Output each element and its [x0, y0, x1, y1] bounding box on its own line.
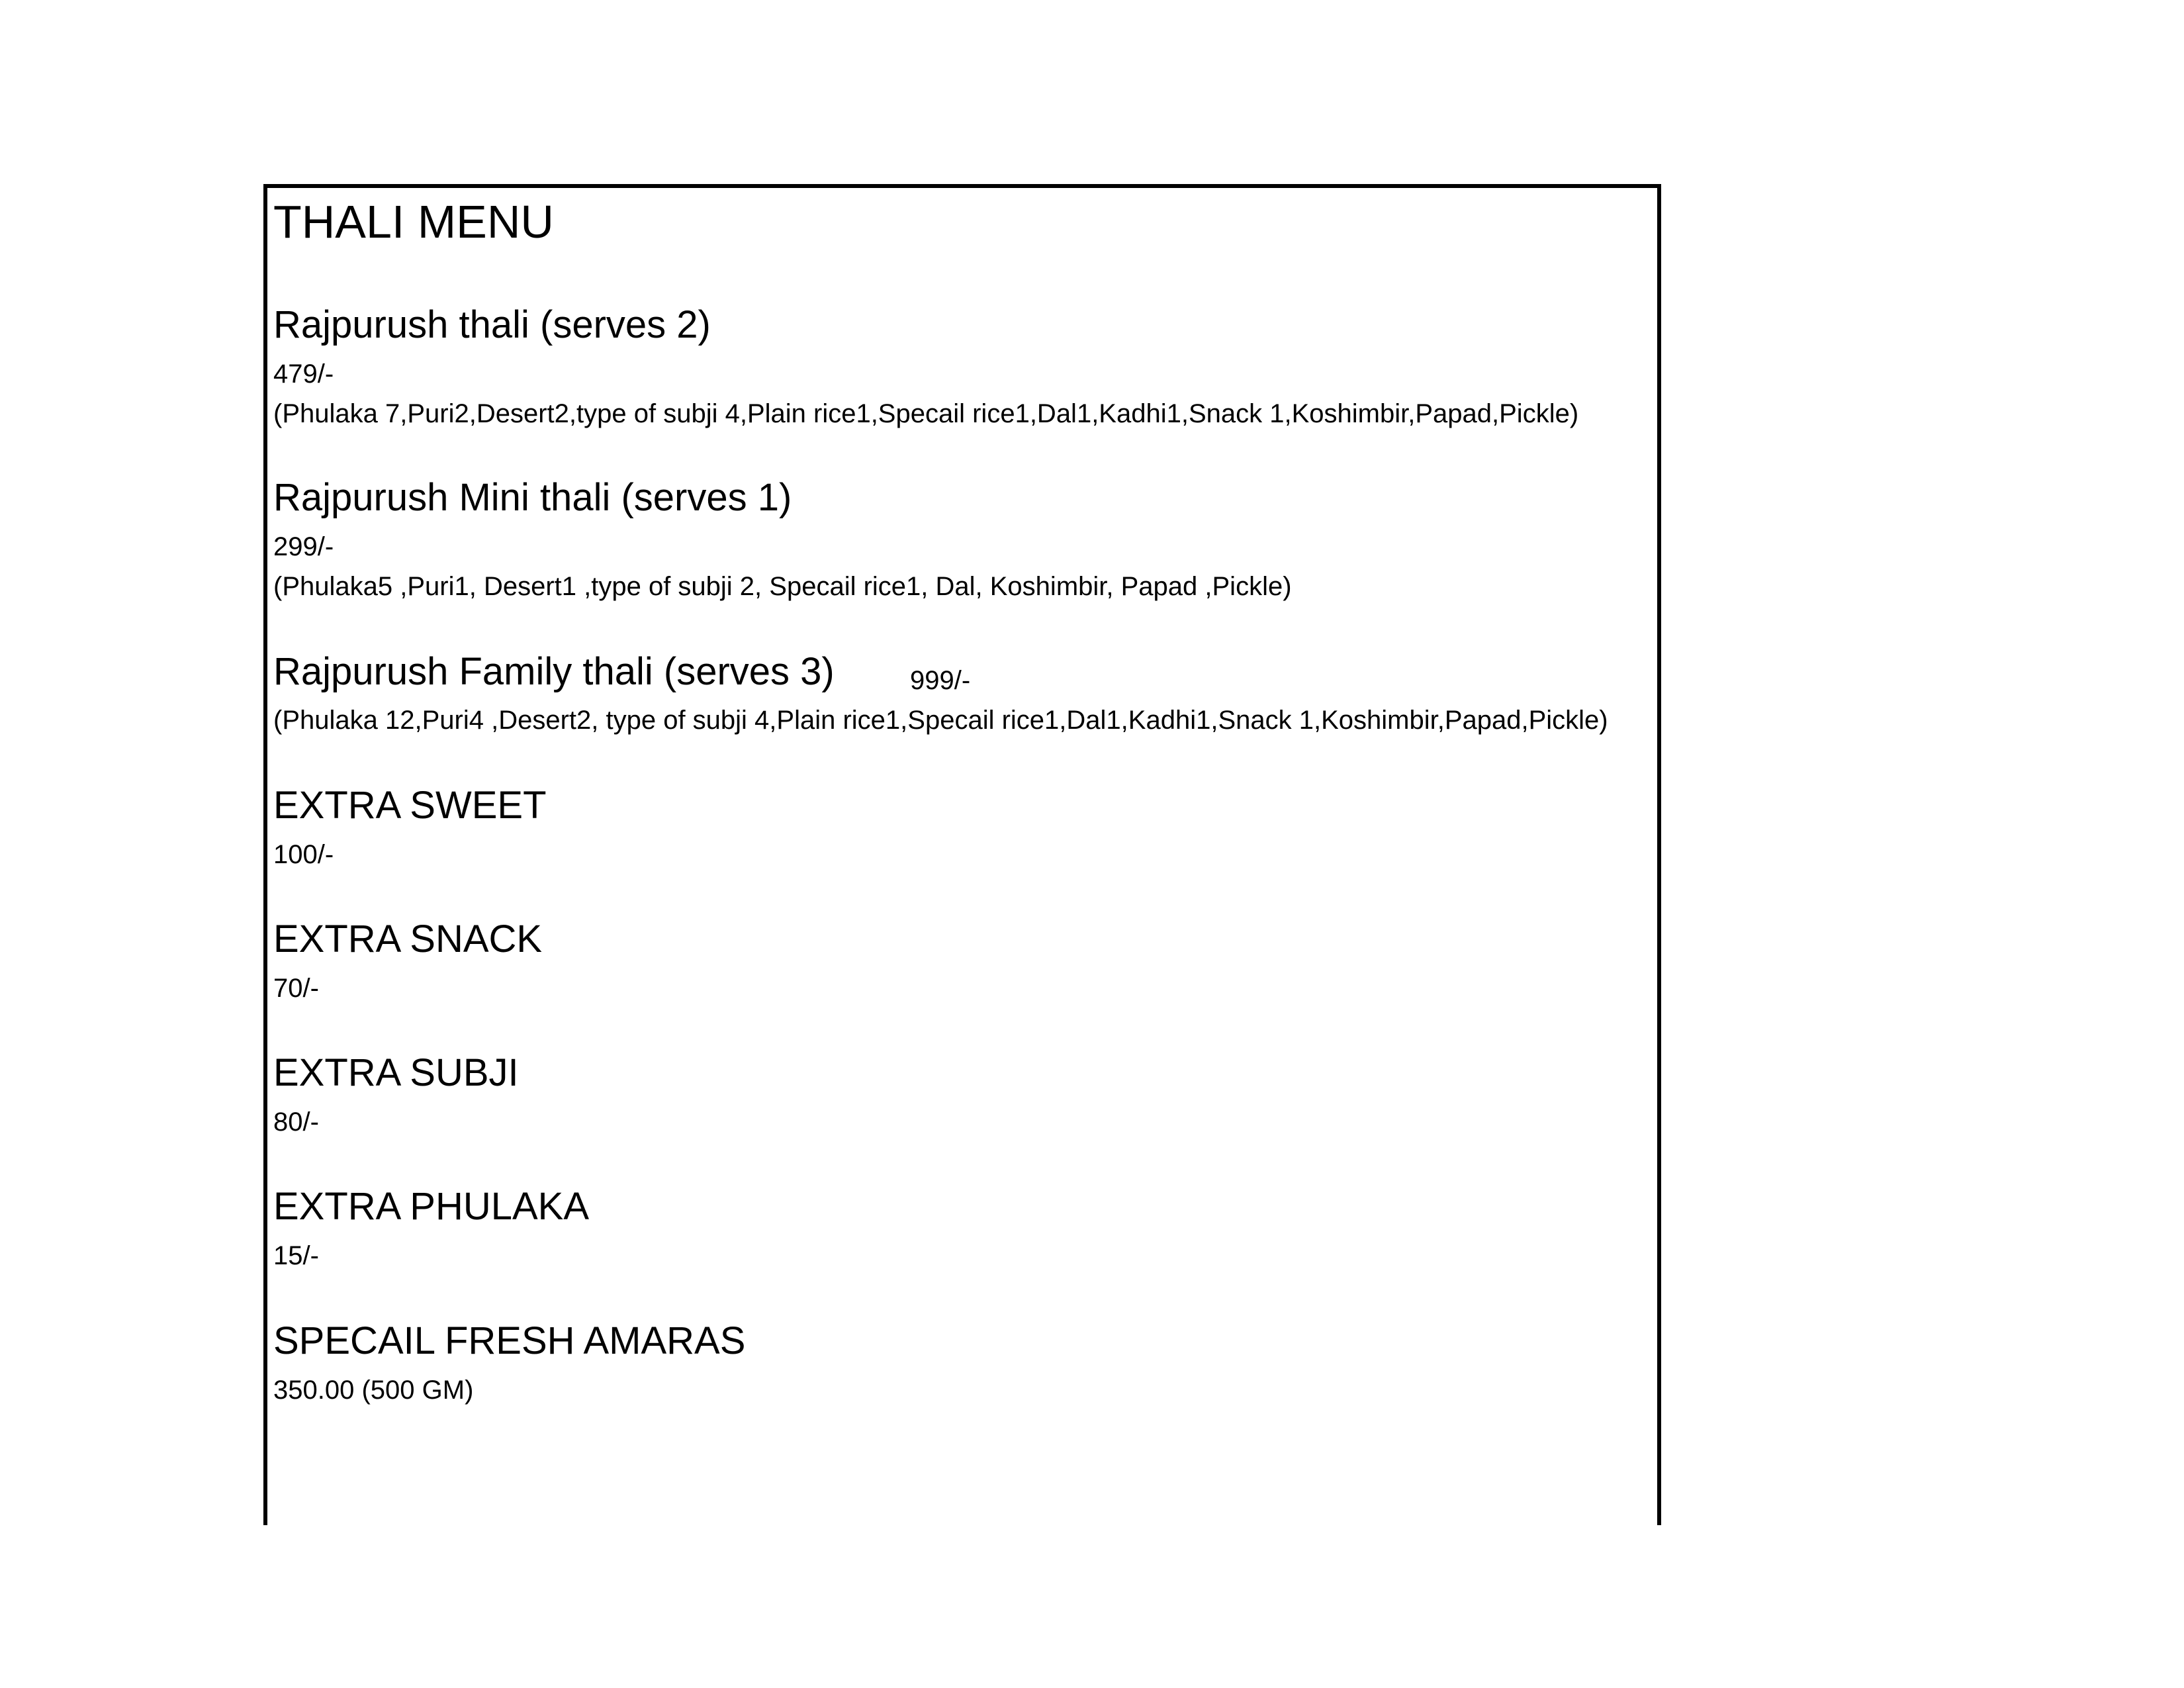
- item-name-rajpurush-thali: Rajpurush thali (serves 2): [273, 303, 711, 346]
- item-price-rajpurush-family-thali: 999/-: [910, 666, 971, 695]
- item-name-extra-phulaka: EXTRA PHULAKA: [273, 1185, 590, 1228]
- item-name-specail-fresh-amaras: SPECAIL FRESH AMARAS: [273, 1319, 746, 1362]
- item-name-rajpurush-family-thali: Rajpurush Family thali (serves 3): [273, 650, 835, 693]
- item-price-extra-phulaka: 15/-: [273, 1241, 319, 1270]
- item-price-rajpurush-mini-thali: 299/-: [273, 532, 334, 561]
- item-name-extra-sweet: EXTRA SWEET: [273, 784, 547, 827]
- item-description-rajpurush-mini-thali: (Phulaka5 ,Puri1, Desert1 ,type of subji 2, Specail rice1, Dal, Koshimbir, Papad ,Pickle): [273, 572, 1292, 601]
- item-description-rajpurush-thali: (Phulaka 7,Puri2,Desert2,type of subji 4,Plain rice1,Specail rice1,Dal1,Kadhi1,Snack 1,Koshimbir,Papad,Pickle): [273, 399, 1579, 428]
- item-price-rajpurush-thali: 479/-: [273, 359, 334, 389]
- menu-title: THALI MENU: [273, 196, 554, 248]
- item-price-extra-sweet: 100/-: [273, 840, 334, 869]
- item-name-extra-snack: EXTRA SNACK: [273, 917, 543, 961]
- item-name-extra-subji: EXTRA SUBJI: [273, 1051, 519, 1094]
- item-price-extra-snack: 70/-: [273, 974, 319, 1003]
- item-price-specail-fresh-amaras: 350.00 (500 GM): [273, 1376, 474, 1405]
- item-description-rajpurush-family-thali: (Phulaka 12,Puri4 ,Desert2, type of subji 4,Plain rice1,Specail rice1,Dal1,Kadhi1,Snack 1,Koshimbir,Papad,Pickle): [273, 706, 1608, 735]
- item-name-rajpurush-mini-thali: Rajpurush Mini thali (serves 1): [273, 476, 792, 519]
- item-price-extra-subji: 80/-: [273, 1107, 319, 1137]
